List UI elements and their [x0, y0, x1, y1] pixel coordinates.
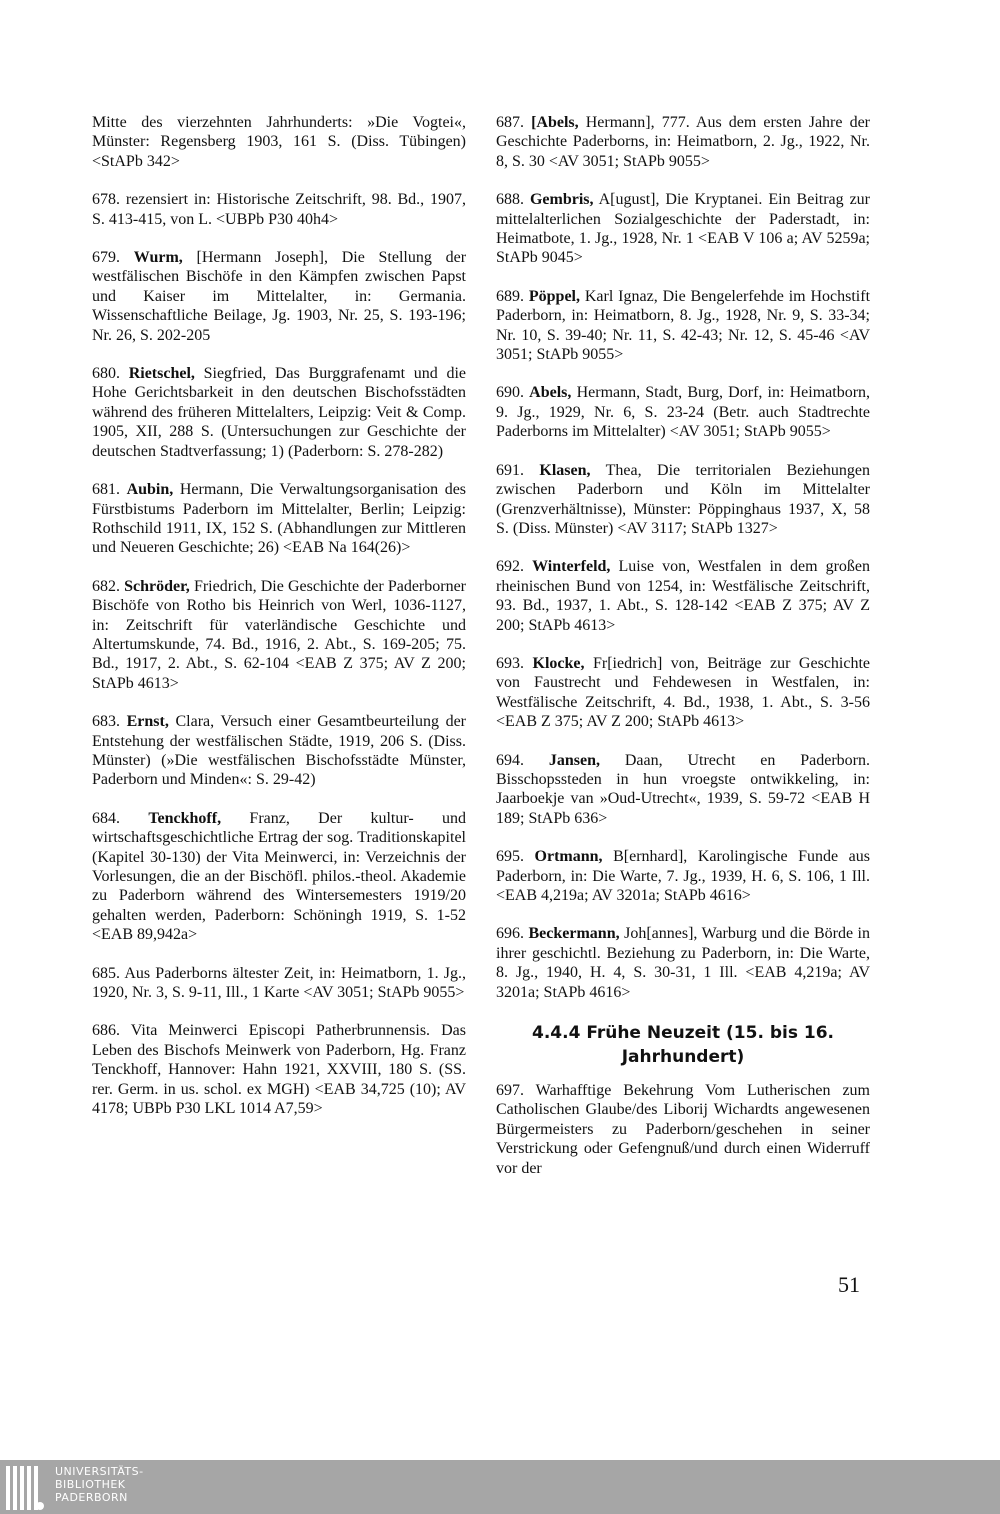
entry-text: Siegfried, Das Burggrafenamt und die Hohe Gerichtsbarkeit in den deutschen Bischofsstädten während des früheren Mittelalters, Leipzig: Veit & Comp. 1905, XII, 288 S. (Untersuchungen zur Geschichte der deutschen Stadtverfassung; 1) (Paderborn: S. 278-282)	[92, 365, 467, 460]
entry-author: Aubin,	[126, 481, 174, 499]
right-column	[496, 113, 870, 1197]
bibliography-entry	[496, 751, 870, 829]
entry-text: Franz, Der kultur- und wirtschaftsgeschichtliche Ertrag der sog. Traditionskapitel (Kapitel 30-130) der Vita Meinwerci, in: Verzeichnis der Vorlesungen, die an der Bischöfl. philos.-theol. Akademie zu Paderborn während des Wintersemesters 1919/20 gehalten werden, Paderborn: Schöningh 1919, S. 1-52 <EAB 89,942a>	[92, 809, 467, 944]
library-logo-text	[55, 1465, 144, 1504]
right-entries-after-heading	[496, 1081, 870, 1178]
logo-dot-icon	[36, 1502, 44, 1510]
entry-author: Abels,	[529, 384, 572, 402]
entry-text: Luise von, Westfalen in dem großen rheinischen Bund von 1254, in: Westfälische Zeitschrift, 93. Bd., 1937, 1. Abt., S. 128-142 <EAB Z 375; AV Z 200; StAPb 4613>	[496, 558, 871, 634]
footer-bar	[0, 1460, 1000, 1514]
entry-number: 684.	[92, 809, 120, 827]
bibliography-entry	[496, 383, 870, 441]
entry-text: [Hermann Joseph], Die Stellung der westfälischen Bischöfe in den Kämpfen zwischen Papst und Kaiser im Mittelalter, in: Germania. Wissenschaftliche Beilage, Jg. 1903, Nr. 25, S. 193-196; Nr. 26, S. 202-205	[92, 249, 467, 344]
bibliography-entry	[496, 557, 870, 635]
bibliography-entry	[496, 287, 870, 365]
entry-text: B[ernhard], Karolingische Funde aus Paderborn, in: Die Warte, 7. Jg., 1939, H. 6, S. 106, 1 Ill. <EAB 4,219a; AV 3201a; StAPb 4616>	[496, 848, 870, 904]
bibliography-entry	[92, 480, 466, 558]
bibliography-entry	[496, 461, 870, 539]
library-logo-icon	[6, 1466, 40, 1510]
entry-text: Joh[annes], Warburg und die Börde in ihrer geschichtl. Beziehung zu Paderborn, in: Die Warte, 8. Jg., 1940, H. 4, S. 30-31, 1 Ill. <EAB 4,219a; AV 3201a; StAPb 4616>	[496, 925, 871, 1001]
entry-author: Ernst,	[126, 713, 169, 731]
left-column	[92, 113, 466, 1137]
entry-text: Aus Paderborns ältester Zeit, in: Heimatborn, 1. Jg., 1920, Nr. 3, S. 9-11, Ill., 1 Karte <AV 3051; StAPb 9055>	[92, 964, 467, 1002]
entry-text: Karl Ignaz, Die Bengelerfehde im Hochstift Paderborn, in: Heimatborn, 8. Jg., 1928, Nr. 9, S. 33-34; Nr. 10, S. 39-40; Nr. 11, S. 42-43; Nr. 12, S. 45-46 <AV 3051; StAPb 9055>	[496, 287, 871, 364]
entry-number: 695.	[496, 848, 524, 866]
entry-text: Hermann, Die Verwaltungsorganisation des Fürstbistums Paderborn im Mittelalter, Berlin; Leipzig: Rothschild 1911, IX, 152 S. (Abhandlungen zur Mittleren und Neueren Geschichte; 26) <EAB Na 164(26)>	[92, 481, 467, 557]
entry-text: Daan, Utrecht en Paderborn. Bisschopssteden in hun vroegste ontwikkeling, in: Jaarboekje van »Oud-Utrecht«, 1939, S. 59-72 <EAB H 189; StAPb 636>	[496, 751, 871, 827]
right-entries	[496, 113, 870, 1002]
entry-author: Schröder,	[124, 577, 190, 595]
bibliography-entry	[92, 964, 466, 1003]
entry-author: Klasen,	[539, 461, 591, 479]
entry-number: 696.	[496, 925, 524, 943]
bibliography-entry	[92, 248, 466, 345]
bibliography-entry	[92, 190, 466, 229]
entry-number: 691.	[496, 461, 524, 479]
entry-number: 693.	[496, 654, 524, 672]
bibliography-entry	[92, 577, 466, 693]
entry-author: Jansen,	[548, 751, 600, 769]
entry-author: Ortmann,	[534, 848, 603, 866]
entry-text: Clara, Versuch einer Gesamtbeurteilung der Entstehung der westfälischen Städte, 1919, 206 S. (Diss. Münster) (»Die westfälischen Bischofsstädte Münster, Paderborn und Minden«: S. 29-42)	[92, 713, 467, 789]
entry-author: Klocke,	[532, 654, 585, 672]
entry-number: 681.	[92, 481, 120, 499]
entry-number: 682.	[92, 577, 120, 595]
entry-author: Wurm,	[133, 249, 183, 267]
entry-number: 697.	[496, 1082, 524, 1100]
entry-author: Pöppel,	[528, 287, 580, 305]
section-heading: 4.4.4 Frühe Neuzeit (15. bis 16. Jahrhundert)	[532, 1023, 834, 1068]
bibliography-entry	[496, 113, 870, 171]
bibliography-entry	[92, 364, 466, 461]
bibliography-entry	[92, 809, 466, 945]
entry-number: 683.	[92, 713, 120, 731]
entry-author: Rietschel,	[128, 365, 195, 383]
bibliography-entry	[92, 113, 466, 171]
entry-text: rezensiert in: Historische Zeitschrift, 98. Bd., 1907, S. 413-415, von L. <UBPb P30 40h4>	[92, 191, 467, 228]
entry-text: Mitte des vierzehnten Jahrhunderts: »Die Vogtei«, Münster: Regensberg 1903, 161 S. (Diss. Tübingen) <StAPb 342>	[92, 114, 466, 170]
entry-text: Hermann], 777. Aus dem ersten Jahre der Geschichte Paderborns, in: Heimatborn, 2. Jg., 1922, Nr. 8, S. 30 <AV 3051; StAPb 9055>	[496, 114, 870, 170]
entry-author: [Abels,	[531, 114, 579, 131]
logo-line-1: UNIVERSITÄTS-	[55, 1465, 144, 1478]
entry-text: Fr[iedrich] von, Beiträge zur Geschichte von Faustrecht und Fehdewesen in Westfalen, in: Westfälische Zeitschrift, 4. Bd., 1938, 1. Abt., S. 3-56 <EAB Z 375; AV Z 200; StAPb 4613>	[496, 654, 870, 731]
entry-text: A[ugust], Die Kryptanei. Ein Beitrag zur mittelalterlichen Sozialgeschichte der Paderstadt, in: Heimatbote, 1. Jg., 1928, Nr. 1 <EAB V 106 a; AV 5259a; StAPb 9045>	[496, 191, 871, 267]
bibliography-entry	[92, 1021, 466, 1118]
logo-line-3: PADERBORN	[55, 1491, 128, 1504]
bibliography-entry	[496, 1081, 870, 1178]
bibliography-entry	[496, 847, 870, 905]
entry-text: Warhafftige Bekehrung Vom Lutherischen zum Catholischen Glaube/des Liborij Wichardts angewesenen Bürgermeisters zu Paderborn/geschehen in seiner Verstrickung oder Gefengnuß/und durch einen Widerruff vor der	[496, 1082, 870, 1177]
entry-author: Tenckhoff,	[148, 809, 222, 827]
entry-number: 679.	[92, 249, 120, 267]
entry-number: 680.	[92, 365, 120, 383]
logo-line-2: BIBLIOTHEK	[55, 1478, 126, 1491]
entry-number: 685.	[92, 964, 120, 982]
entry-number: 687.	[496, 114, 524, 131]
entry-text: Hermann, Stadt, Burg, Dorf, in: Heimatborn, 9. Jg., 1929, Nr. 6, S. 23-24 (Betr. auch Stadtrechte Paderborns im Mittelalter) <AV 3051; StAPb 9055>	[496, 384, 871, 441]
entry-number: 678.	[92, 191, 120, 209]
entry-author: Beckermann,	[528, 925, 620, 943]
bibliography-entry	[496, 190, 870, 268]
entry-number: 692.	[496, 558, 524, 576]
entry-text: Thea, Die territorialen Beziehungen zwischen Paderborn und Köln im Mittelalter (Grenzverhältnisse), Münster: Pöppinghaus 1937, X, 58 S. (Diss. Münster) <AV 3117; StAPb 1327>	[496, 461, 870, 537]
entry-number: 694.	[496, 751, 524, 769]
entry-number: 686.	[92, 1022, 120, 1040]
entry-author: Winterfeld,	[532, 558, 611, 576]
entry-text: Vita Meinwerci Episcopi Patherbrunnensis. Das Leben des Bischofs Meinwerk von Paderborn, Hg. Franz Tenckhoff, Hannover: Hahn 1921, XXVIII, 180 S. (SS. rer. Germ. in us. schol. ex MGH) <EAB 34,725 (10); AV 4178; UBPb P30 LKL 1014 A7,59>	[92, 1022, 466, 1118]
bibliography-entry	[496, 654, 870, 732]
entry-text: Friedrich, Die Geschichte der Paderborner Bischöfe von Rotho bis Heinrich von Werl, 1036-1127, in: Zeitschrift für vaterländische Geschichte und Altertumskunde, 74. Bd., 1916, 2. Abt., S. 169-205; 75. Bd., 1917, 2. Abt., S. 62-104 <EAB Z 375; AV Z 200; StAPb 4613>	[92, 577, 467, 692]
entry-number: 688.	[496, 191, 524, 209]
bibliography-entry	[92, 712, 466, 790]
entry-number: 690.	[496, 384, 524, 402]
bibliography-entry	[496, 924, 870, 1002]
entry-number: 689.	[496, 287, 524, 305]
entry-author: Gembris,	[529, 191, 594, 209]
page-number: 51	[838, 1272, 860, 1297]
